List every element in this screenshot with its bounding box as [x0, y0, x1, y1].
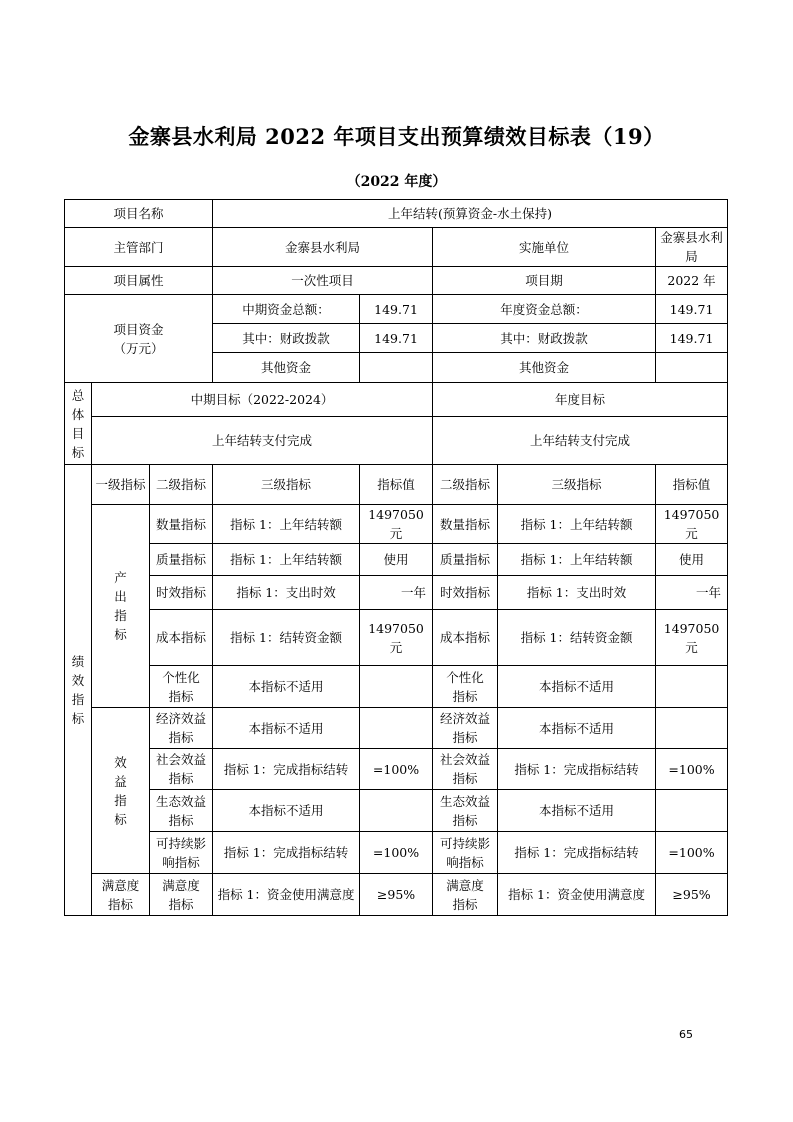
- value-cell: 使用: [360, 544, 433, 576]
- benefit-label-char: 效: [114, 754, 127, 770]
- table-row: [65, 610, 728, 666]
- satisfaction-level3: 指标 1：资金使用满意度: [213, 874, 360, 916]
- value-cell: 1497050 元: [360, 505, 433, 544]
- attr-value: 一次性项目: [213, 267, 433, 295]
- level3-cell: 指标 1：完成指标结转: [213, 749, 360, 790]
- satisfaction-level1: [92, 874, 150, 916]
- satisfaction-row: [65, 874, 728, 916]
- project-name-label: 项目名称: [65, 200, 213, 228]
- overall-header-row: [65, 383, 728, 417]
- header-value-year: 指标值: [656, 465, 728, 505]
- overall-label-char: 标: [71, 444, 85, 460]
- output-indicator-label: [92, 505, 150, 708]
- value-cell-year: 使用: [656, 544, 728, 576]
- level2-cell-year: 质量指标: [433, 544, 498, 576]
- value-cell: 一年: [360, 576, 433, 610]
- level2-cell: 数量指标: [150, 505, 213, 544]
- level3-cell: 本指标不适用: [213, 790, 360, 832]
- level3-cell-year: 指标 1：上年结转额: [498, 544, 656, 576]
- level3-cell-year: 指标 1：支出时效: [498, 576, 656, 610]
- output-label-char: 指: [114, 608, 127, 623]
- perf-label-char: 效: [71, 673, 85, 688]
- impl-label: 实施单位: [433, 228, 656, 267]
- year-total-label: 年度资金总额：: [433, 295, 656, 324]
- level2-line: 指标: [168, 896, 194, 912]
- overall-target-label: [65, 383, 92, 465]
- mid-other-value: [360, 353, 433, 383]
- dept-label: 主管部门: [65, 228, 213, 267]
- mid-total-label: 中期资金总额：: [213, 295, 360, 324]
- level2-line: 指标: [452, 812, 478, 828]
- year-other-value: [656, 353, 728, 383]
- value-cell-year: [656, 790, 728, 832]
- mid-target-text: 上年结转支付完成: [92, 417, 433, 465]
- page-number: 65: [679, 1028, 693, 1041]
- level2-cell: [150, 666, 213, 708]
- level2-cell-year: 成本指标: [433, 610, 498, 666]
- level3-cell: 指标 1：支出时效: [213, 576, 360, 610]
- table-row: [65, 576, 728, 610]
- value-cell-year: 1497050 元: [656, 610, 728, 666]
- value-cell: =100%: [360, 749, 433, 790]
- value-cell: =100%: [360, 832, 433, 874]
- output-label-char: 出: [114, 589, 127, 604]
- level2-line: 指标: [452, 730, 478, 745]
- level3-cell: 指标 1：结转资金额: [213, 610, 360, 666]
- value-cell-year: =100%: [656, 749, 728, 790]
- header-value: 指标值: [360, 465, 433, 505]
- level2-line: 个性化: [446, 669, 484, 685]
- level2-line: 可持续影: [440, 835, 491, 851]
- year-other-label: 其他资金: [433, 353, 656, 383]
- level3-cell: 指标 1：上年结转额: [213, 544, 360, 576]
- level1-line: 指标: [107, 896, 133, 912]
- benefit-label-char: 标: [114, 811, 127, 827]
- level2-line: 指标: [168, 771, 194, 786]
- level2-line: 满意度: [162, 877, 200, 893]
- project-name-row: [65, 200, 728, 228]
- level3-cell-year: 指标 1：完成指标结转: [498, 749, 656, 790]
- satisfaction-level3-year: 指标 1：资金使用满意度: [498, 874, 656, 916]
- level2-line: 指标: [168, 730, 194, 745]
- level2-line: 满意度: [446, 877, 484, 893]
- level3-cell-year: 本指标不适用: [498, 790, 656, 832]
- satisfaction-value: ≥95%: [360, 874, 433, 916]
- header-level1: 一级指标: [92, 465, 150, 505]
- level2-cell-year: [433, 666, 498, 708]
- level2-cell-year: [433, 790, 498, 832]
- value-cell-year: [656, 666, 728, 708]
- overall-content-row: [65, 417, 728, 465]
- level2-cell-year: [433, 832, 498, 874]
- level2-cell-year: [433, 708, 498, 749]
- funds-label: [65, 295, 213, 383]
- table-row: [65, 666, 728, 708]
- level2-line: 社会效益: [440, 752, 491, 767]
- funds-label-line2: （万元）: [113, 340, 164, 356]
- overall-label-char: 总: [71, 387, 85, 403]
- mid-total-value: 149.71: [360, 295, 433, 324]
- level2-line: 指标: [168, 688, 194, 704]
- benefit-label-char: 益: [114, 773, 127, 789]
- level2-cell: [150, 708, 213, 749]
- level2-cell: [150, 790, 213, 832]
- level3-cell-year: 本指标不适用: [498, 666, 656, 708]
- dept-value: 金寨县水利局: [213, 228, 433, 267]
- mid-target-header: 中期目标（2022-2024）: [92, 383, 433, 417]
- level2-line: 指标: [452, 896, 478, 912]
- table-row: [65, 505, 728, 544]
- year-fiscal-value: 149.71: [656, 324, 728, 353]
- attr-label: 项目属性: [65, 267, 213, 295]
- level2-line: 指标: [452, 688, 478, 704]
- perf-indicator-label: [65, 465, 92, 916]
- level3-cell-year: 指标 1：上年结转额: [498, 505, 656, 544]
- year-target-text: 上年结转支付完成: [433, 417, 728, 465]
- level2-line: 响指标: [446, 854, 484, 870]
- header-level2-year: 二级指标: [433, 465, 498, 505]
- header-level3-year: 三级指标: [498, 465, 656, 505]
- satisfaction-value-year: ≥95%: [656, 874, 728, 916]
- level2-cell: [150, 749, 213, 790]
- level2-cell: [150, 832, 213, 874]
- perf-label-char: 指: [71, 692, 85, 707]
- value-cell: 1497050 元: [360, 610, 433, 666]
- level2-cell: 时效指标: [150, 576, 213, 610]
- impl-value: 金寨县水利局: [656, 228, 728, 267]
- performance-target-table: [64, 199, 728, 916]
- level2-line: 指标: [452, 771, 478, 786]
- level3-cell-year: 指标 1：结转资金额: [498, 610, 656, 666]
- project-name-value: 上年结转(预算资金-水土保持): [213, 200, 728, 228]
- level2-line: 生态效益: [440, 793, 491, 809]
- mid-fiscal-value: 149.71: [360, 324, 433, 353]
- table-row: [65, 790, 728, 832]
- table-row: [65, 749, 728, 790]
- level3-cell: 指标 1：上年结转额: [213, 505, 360, 544]
- value-cell-year: [656, 708, 728, 749]
- level2-line: 经济效益: [440, 711, 491, 726]
- level2-cell: 质量指标: [150, 544, 213, 576]
- perf-label-char: 标: [71, 711, 85, 726]
- level2-line: 可持续影: [156, 835, 207, 851]
- header-level3: 三级指标: [213, 465, 360, 505]
- mid-other-label: 其他资金: [213, 353, 360, 383]
- overall-label-char: 体: [71, 406, 85, 422]
- perf-label-char: 绩: [71, 654, 85, 669]
- value-cell: [360, 790, 433, 832]
- year-total-value: 149.71: [656, 295, 728, 324]
- benefit-label-char: 指: [114, 792, 127, 808]
- level2-cell-year: [433, 749, 498, 790]
- table-row: [65, 832, 728, 874]
- level3-cell-year: 本指标不适用: [498, 708, 656, 749]
- level2-line: 指标: [168, 812, 194, 828]
- benefit-indicator-label: [92, 708, 150, 874]
- value-cell-year: 1497050 元: [656, 505, 728, 544]
- level2-cell-year: 数量指标: [433, 505, 498, 544]
- level2-line: 经济效益: [156, 711, 207, 726]
- value-cell: [360, 708, 433, 749]
- department-row: [65, 228, 728, 267]
- table-row: [65, 708, 728, 749]
- overall-label-char: 目: [71, 425, 85, 441]
- period-value: 2022 年: [656, 267, 728, 295]
- funds-total-row: [65, 295, 728, 324]
- level3-cell: 本指标不适用: [213, 666, 360, 708]
- period-label: 项目期: [433, 267, 656, 295]
- perf-header-row: [65, 465, 728, 505]
- level2-line: 社会效益: [156, 752, 207, 767]
- level2-cell-year: 时效指标: [433, 576, 498, 610]
- output-label-char: 标: [114, 627, 127, 642]
- mid-fiscal-label: 其中：财政拨款: [213, 324, 360, 353]
- attribute-row: [65, 267, 728, 295]
- level2-line: 响指标: [162, 854, 200, 870]
- value-cell-year: 一年: [656, 576, 728, 610]
- header-level2: 二级指标: [150, 465, 213, 505]
- page-title: 金寨县水利局 2022 年项目支出预算绩效目标表（19）: [128, 124, 665, 149]
- level3-cell: 指标 1：完成指标结转: [213, 832, 360, 874]
- value-cell-year: =100%: [656, 832, 728, 874]
- level2-line: 个性化: [162, 669, 200, 685]
- year-fiscal-label: 其中：财政拨款: [433, 324, 656, 353]
- level3-cell-year: 指标 1：完成指标结转: [498, 832, 656, 874]
- level3-cell: 本指标不适用: [213, 708, 360, 749]
- funds-label-line1: 项目资金: [113, 321, 164, 337]
- satisfaction-level2-year: [433, 874, 498, 916]
- year-target-header: 年度目标: [433, 383, 728, 417]
- output-label-char: 产: [114, 570, 127, 585]
- value-cell: [360, 666, 433, 708]
- table-row: [65, 544, 728, 576]
- page-subtitle: （2022 年度）: [346, 174, 447, 190]
- satisfaction-level2: [150, 874, 213, 916]
- level2-cell: 成本指标: [150, 610, 213, 666]
- level2-line: 生态效益: [156, 793, 207, 809]
- level1-line: 满意度: [101, 877, 140, 893]
